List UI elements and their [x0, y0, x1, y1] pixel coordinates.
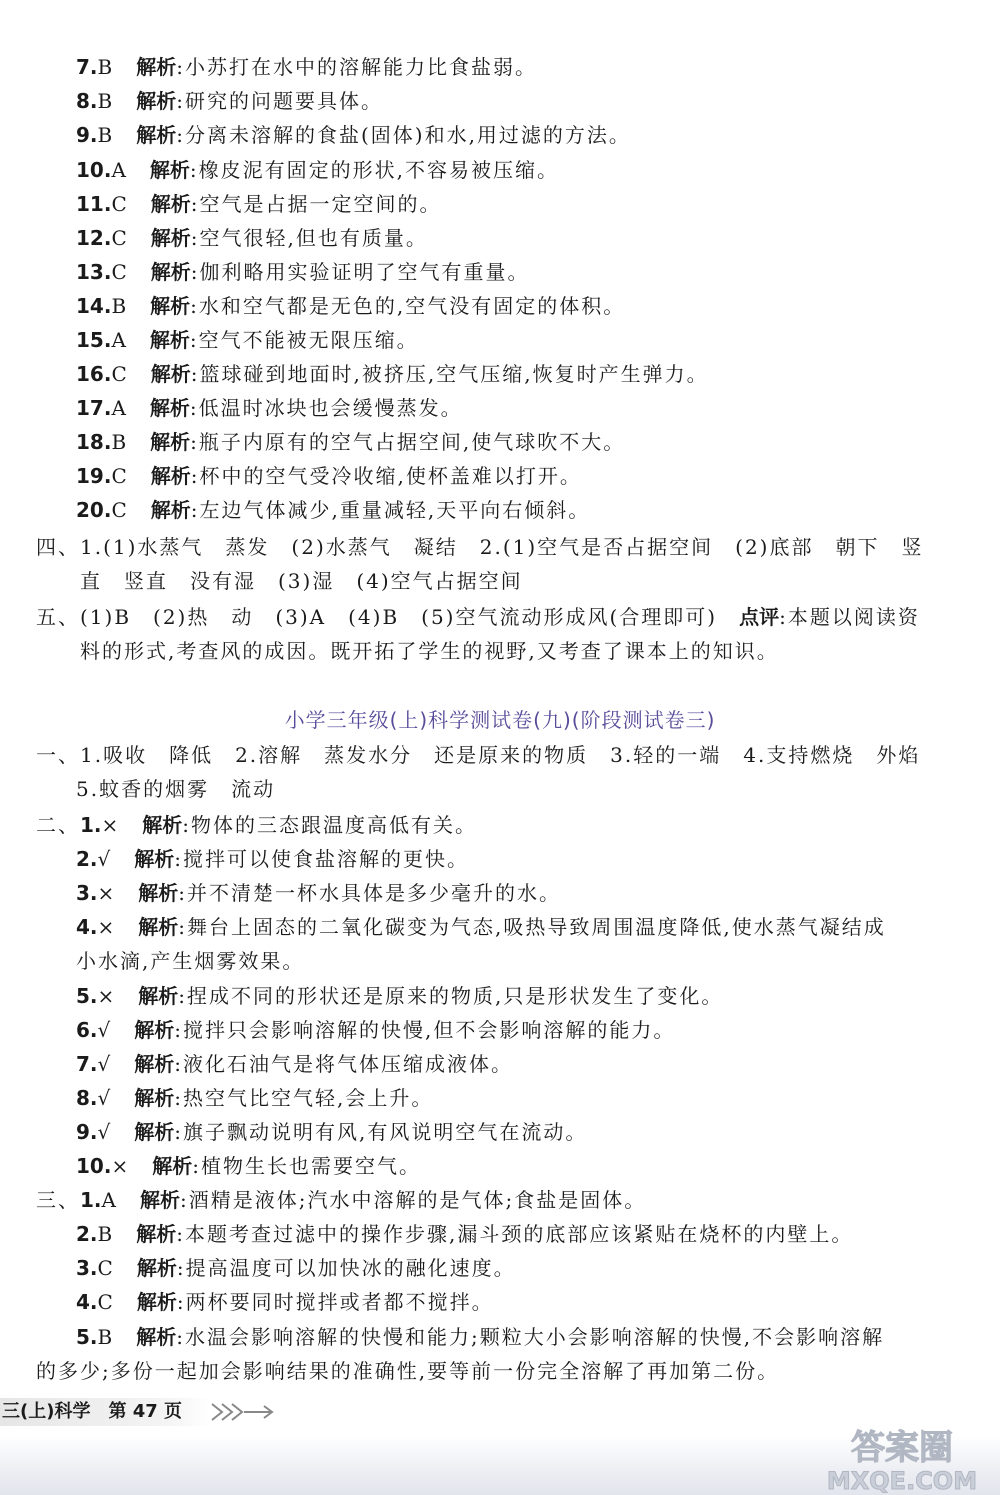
section-five-line2: 料的形式,考查风的成因。既开拓了学生的视野,又考查了课本上的知识。	[80, 639, 779, 663]
analysis-label: 解析	[134, 1086, 175, 1110]
question-number: 3.	[76, 881, 98, 905]
analysis-text: 篮球碰到地面时,被挤压,空气压缩,恢复时产生弹力。	[199, 362, 709, 386]
question-number: 13.	[76, 260, 112, 284]
analysis-label: 解析	[150, 226, 191, 250]
judgement-mark: √	[97, 1052, 113, 1076]
analysis-label: 解析	[142, 813, 183, 837]
question-number: 20.	[76, 498, 112, 522]
footer-text: 三(上)科学 第 47 页	[2, 1401, 183, 1422]
answer-choice: B	[111, 294, 129, 318]
part-one-line2: 5.蚊香的烟雾 流动	[76, 777, 276, 801]
analysis-text: 橡皮泥有固定的形状,不容易被压缩。	[198, 158, 559, 182]
question-number: 16.	[76, 362, 112, 386]
answer-line: 8.√ 解析:热空气比空气轻,会上升。	[76, 1086, 434, 1110]
judgement-mark: √	[97, 1018, 113, 1042]
answer-line: 19.C 解析:杯中的空气受冷收缩,使杯盖难以打开。	[76, 464, 582, 488]
analysis-label: 解析	[150, 464, 191, 488]
question-number: 9.	[76, 123, 98, 147]
analysis-label: 解析	[134, 1018, 175, 1042]
analysis-text: 瓶子内原有的空气占据空间,使气球吹不大。	[198, 430, 626, 454]
analysis-label: 解析	[138, 984, 179, 1008]
question-number: 17.	[76, 396, 112, 420]
question-number: 7.	[76, 55, 98, 79]
answer-line: 8.B 解析:研究的问题要具体。	[76, 89, 383, 113]
analysis-label: 解析	[136, 1290, 177, 1314]
question-number: 6.	[76, 1018, 98, 1042]
section-five-line1: 五、(1)B (2)热 动 (3)A (4)B (5)空气流动形成风(合理即可) 点评:本题以阅读资	[36, 605, 920, 629]
answer-choice: B	[111, 430, 129, 454]
answer-choice: B	[97, 89, 115, 113]
judgement-mark: ×	[111, 1154, 131, 1178]
answer-choice: B	[97, 123, 115, 147]
analysis-text: 酒精是液体;汽水中溶解的是气体;食盐是固体。	[188, 1188, 647, 1212]
judgement-mark: ×	[97, 984, 117, 1008]
question-number: 8.	[76, 1086, 98, 1110]
answer-choice: B	[97, 1325, 115, 1349]
analysis-label: 解析	[136, 89, 177, 113]
answer-choice: C	[111, 260, 129, 284]
answer-choice: C	[97, 1256, 115, 1280]
question-number: 1.	[80, 1188, 102, 1212]
analysis-text: 本题考查过滤中的操作步骤,漏斗颈的底部应该紧贴在烧杯的内壁上。	[184, 1222, 854, 1246]
answer-line: 5.× 解析:捏成不同的形状还是原来的物质,只是形状发生了变化。	[76, 984, 724, 1008]
analysis-label: 解析	[134, 847, 175, 871]
question-number: 1.	[80, 813, 102, 837]
analysis-text: 热空气比空气轻,会上升。	[183, 1086, 434, 1110]
analysis-text: 舞台上固态的二氧化碳变为气态,吸热导致周围温度降低,使水蒸气凝结成	[187, 915, 886, 939]
question-number: 18.	[76, 430, 112, 454]
answer-choice: C	[111, 192, 129, 216]
analysis-text: 空气不能被无限压缩。	[198, 328, 419, 352]
analysis-label: 解析	[150, 498, 191, 522]
answer-line: 17.A 解析:低温时冰块也会缓慢蒸发。	[76, 396, 463, 420]
answer-line: 10.A 解析:橡皮泥有固定的形状,不容易被压缩。	[76, 158, 559, 182]
comment-label: 点评	[739, 605, 780, 629]
analysis-text: 伽利略用实验证明了空气有重量。	[199, 260, 530, 284]
answer-line: 9.B 解析:分离未溶解的食盐(固体)和水,用过滤的方法。	[76, 123, 631, 147]
analysis-label: 解析	[136, 1256, 177, 1280]
analysis-label: 解析	[150, 430, 191, 454]
judgement-mark: ×	[97, 915, 117, 939]
part-one-line1: 一、1.吸收 降低 2.溶解 蒸发水分 还是原来的物质 3.轻的一端 4.支持燃烧 外焰	[36, 743, 921, 767]
answer-line: 12.C 解析:空气很轻,但也有质量。	[76, 226, 428, 250]
answer-line: 4.C 解析:两杯要同时搅拌或者都不搅拌。	[76, 1290, 494, 1314]
answer-line: 2.√ 解析:搅拌可以使食盐溶解的更快。	[76, 847, 470, 871]
question-number: 8.	[76, 89, 98, 113]
answer-choice: A	[111, 158, 128, 182]
analysis-label: 解析	[136, 1325, 177, 1349]
answer-line: 15.A 解析:空气不能被无限压缩。	[76, 328, 419, 352]
analysis-label: 解析	[149, 328, 190, 352]
analysis-label: 解析	[139, 1188, 180, 1212]
answer-choice: A	[101, 1188, 118, 1212]
answer-line-continued: 小水滴,产生烟雾效果。	[76, 949, 305, 973]
analysis-text: 低温时冰块也会缓慢蒸发。	[198, 396, 463, 420]
analysis-text: 旗子飘动说明有风,有风说明空气在流动。	[183, 1120, 588, 1144]
answer-line: 二、1.× 解析:物体的三态跟温度高低有关。	[36, 813, 478, 837]
judgement-mark: √	[97, 847, 113, 871]
judgement-mark: ×	[97, 881, 117, 905]
judgement-mark: √	[97, 1086, 113, 1110]
analysis-label: 解析	[152, 1154, 193, 1178]
question-number: 14.	[76, 294, 112, 318]
answer-line: 2.B 解析:本题考查过滤中的操作步骤,漏斗颈的底部应该紧贴在烧杯的内壁上。	[76, 1222, 854, 1246]
question-number: 19.	[76, 464, 112, 488]
analysis-label: 解析	[134, 1120, 175, 1144]
answer-line: 5.B 解析:水温会影响溶解的快慢和能力;颗粒大小会影响溶解的快慢,不会影响溶解	[76, 1325, 885, 1349]
section-prefix: 二、	[36, 813, 80, 837]
watermark-logo-icon	[812, 1425, 992, 1495]
question-number: 4.	[76, 1290, 98, 1314]
analysis-text: 捏成不同的形状还是原来的物质,只是形状发生了变化。	[187, 984, 724, 1008]
analysis-text: 并不清楚一杯水具体是多少毫升的水。	[187, 881, 562, 905]
judgement-mark: ×	[101, 813, 121, 837]
arrows-icon	[208, 1398, 278, 1426]
answer-line: 20.C 解析:左边气体减少,重量减轻,天平向右倾斜。	[76, 498, 591, 522]
answer-line: 16.C 解析:篮球碰到地面时,被挤压,空气压缩,恢复时产生弹力。	[76, 362, 709, 386]
analysis-text: 提高温度可以加快冰的融化速度。	[185, 1256, 516, 1280]
analysis-label: 解析	[138, 881, 179, 905]
analysis-label: 解析	[136, 1222, 177, 1246]
question-number: 5.	[76, 1325, 98, 1349]
watermark-url: MXQE.COM	[826, 1467, 978, 1495]
question-number: 12.	[76, 226, 112, 250]
analysis-text: 小苏打在水中的溶解能力比食盐弱。	[184, 55, 537, 79]
answer-line: 10.× 解析:植物生长也需要空气。	[76, 1154, 421, 1178]
analysis-text: 分离未溶解的食盐(固体)和水,用过滤的方法。	[184, 123, 631, 147]
analysis-text: 水和空气都是无色的,空气没有固定的体积。	[198, 294, 626, 318]
analysis-label: 解析	[150, 260, 191, 284]
answer-choice: A	[111, 396, 128, 420]
question-number: 4.	[76, 915, 98, 939]
answer-line: 14.B 解析:水和空气都是无色的,空气没有固定的体积。	[76, 294, 626, 318]
answer-line: 3.× 解析:并不清楚一杯水具体是多少毫升的水。	[76, 881, 562, 905]
section-five-text-tail: 本题以阅读资	[787, 605, 920, 629]
analysis-label: 解析	[136, 123, 177, 147]
answer-line: 6.√ 解析:搅拌只会影响溶解的快慢,但不会影响溶解的能力。	[76, 1018, 676, 1042]
answer-line: 7.√ 解析:液化石油气是将气体压缩成液体。	[76, 1052, 514, 1076]
question-number: 2.	[76, 1222, 98, 1246]
analysis-label: 解析	[150, 294, 191, 318]
analysis-text: 空气很轻,但也有质量。	[199, 226, 428, 250]
answer-line: 13.C 解析:伽利略用实验证明了空气有重量。	[76, 260, 530, 284]
analysis-label: 解析	[136, 55, 177, 79]
analysis-label: 解析	[149, 396, 190, 420]
analysis-label: 解析	[138, 915, 179, 939]
question-number: 11.	[76, 192, 112, 216]
answer-choice: B	[97, 55, 115, 79]
section-five-text: 五、(1)B (2)热 动 (3)A (4)B (5)空气流动形成风(合理即可)	[36, 605, 740, 629]
analysis-text: 研究的问题要具体。	[184, 89, 383, 113]
section-prefix: 三、	[36, 1188, 80, 1212]
answer-line: 7.B 解析:小苏打在水中的溶解能力比食盐弱。	[76, 55, 537, 79]
analysis-text: 搅拌只会影响溶解的快慢,但不会影响溶解的能力。	[183, 1018, 676, 1042]
answer-choice: B	[97, 1222, 115, 1246]
question-number: 10.	[76, 1154, 112, 1178]
analysis-text: 两杯要同时搅拌或者都不搅拌。	[185, 1290, 494, 1314]
answer-line-continued: 的多少;多份一起加会影响结果的准确性,要等前一份完全溶解了再加第二份。	[36, 1359, 780, 1383]
analysis-text: 水温会影响溶解的快慢和能力;颗粒大小会影响溶解的快慢,不会影响溶解	[184, 1325, 885, 1349]
analysis-text: 植物生长也需要空气。	[200, 1154, 421, 1178]
analysis-text: 液化石油气是将气体压缩成液体。	[183, 1052, 514, 1076]
answer-choice: C	[111, 362, 129, 386]
section-four-line2: 直 竖直 没有湿 (3)湿 (4)空气占据空间	[80, 569, 523, 593]
answer-choice: C	[97, 1290, 115, 1314]
answer-choice: C	[111, 464, 129, 488]
answer-line: 11.C 解析:空气是占据一定空间的。	[76, 192, 442, 216]
analysis-label: 解析	[150, 192, 191, 216]
analysis-text: 左边气体减少,重量减轻,天平向右倾斜。	[199, 498, 591, 522]
analysis-label: 解析	[134, 1052, 175, 1076]
answer-line: 18.B 解析:瓶子内原有的空气占据空间,使气球吹不大。	[76, 430, 626, 454]
analysis-text: 物体的三态跟温度高低有关。	[191, 813, 478, 837]
question-number: 9.	[76, 1120, 98, 1144]
analysis-label: 解析	[150, 362, 191, 386]
answer-line: 4.× 解析:舞台上固态的二氧化碳变为气态,吸热导致周围温度降低,使水蒸气凝结成	[76, 915, 886, 939]
question-number: 7.	[76, 1052, 98, 1076]
answer-choice: A	[111, 328, 128, 352]
answer-line: 三、1.A 解析:酒精是液体;汽水中溶解的是气体;食盐是固体。	[36, 1188, 647, 1212]
answer-line: 9.√ 解析:旗子飘动说明有风,有风说明空气在流动。	[76, 1120, 588, 1144]
analysis-label: 解析	[149, 158, 190, 182]
answer-line: 3.C 解析:提高温度可以加快冰的融化速度。	[76, 1256, 516, 1280]
analysis-text: 杯中的空气受冷收缩,使杯盖难以打开。	[199, 464, 582, 488]
test-title: 小学三年级(上)科学测试卷(九)(阶段测试卷三)	[284, 708, 716, 732]
question-number: 10.	[76, 158, 112, 182]
watermark-title: 答案圈	[851, 1428, 953, 1468]
question-number: 5.	[76, 984, 98, 1008]
analysis-text: 空气是占据一定空间的。	[199, 192, 442, 216]
question-number: 3.	[76, 1256, 98, 1280]
question-number: 15.	[76, 328, 112, 352]
analysis-text: 搅拌可以使食盐溶解的更快。	[183, 847, 470, 871]
question-number: 2.	[76, 847, 98, 871]
answer-choice: C	[111, 226, 129, 250]
page-footer	[0, 1398, 210, 1426]
section-four-line1: 四、1.(1)水蒸气 蒸发 (2)水蒸气 凝结 2.(1)空气是否占据空间 (2)底部 朝下 竖	[36, 535, 924, 559]
answer-choice: C	[111, 498, 129, 522]
judgement-mark: √	[97, 1120, 113, 1144]
